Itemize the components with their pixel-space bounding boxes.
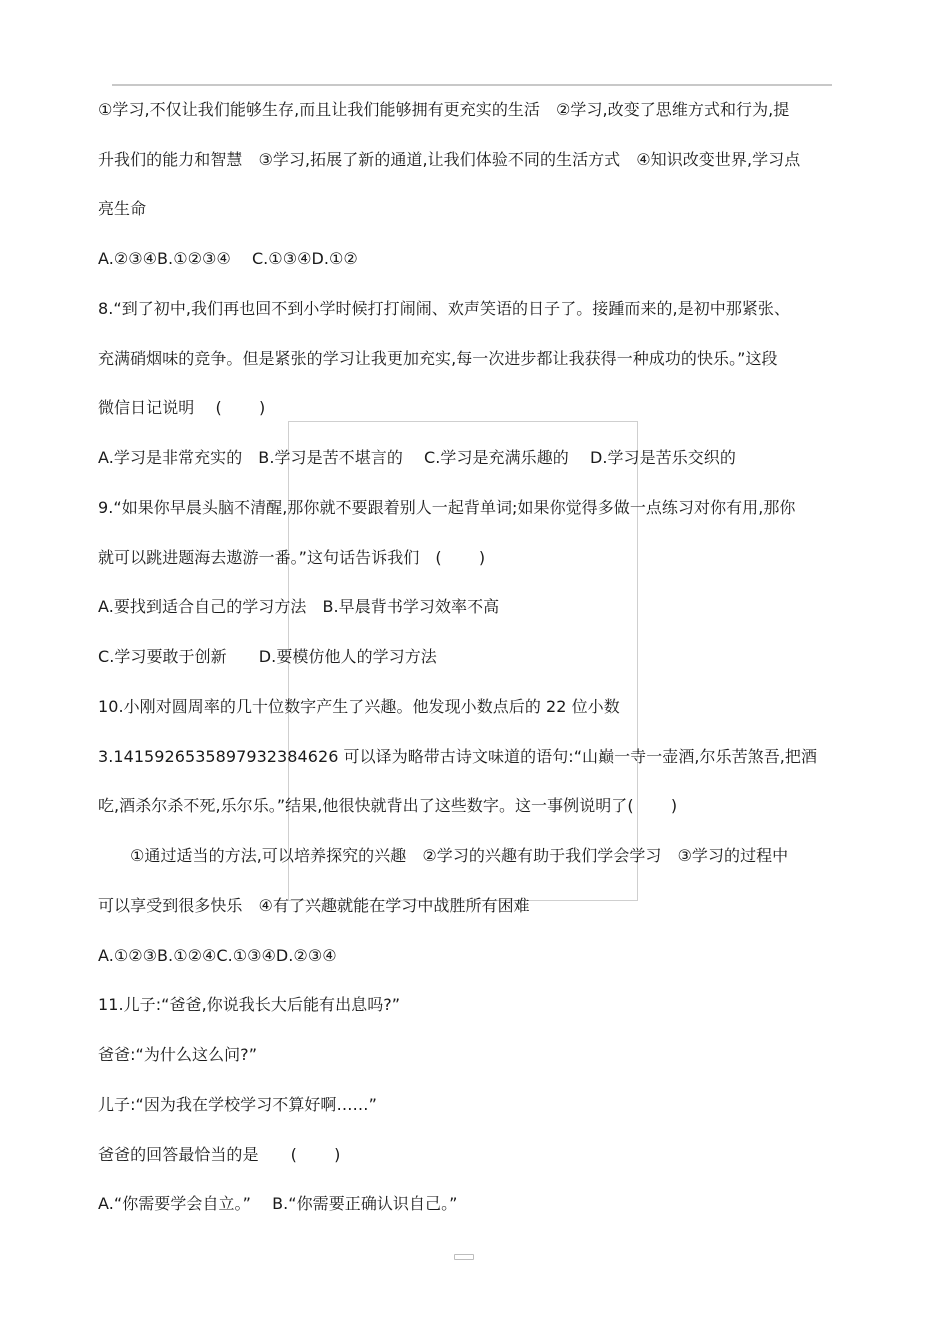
text-line: 亮生命 bbox=[98, 199, 147, 218]
question-9-line: 就可以跳进题海去遨游一番。”这句话告诉我们 ( ) bbox=[98, 548, 486, 567]
answer-options-9: C.学习要敢于创新 D.要模仿他人的学习方法 bbox=[98, 647, 437, 666]
question-9-line: 9.“如果你早晨头脑不清醒,那你就不要跟着别人一起背单词;如果你觉得多做一点练习对你有用,那你 bbox=[98, 498, 796, 517]
question-8-line: 充满硝烟味的竞争。但是紧张的学习让我更加充实,每一次进步都让我获得一种成功的快乐。”这段 bbox=[98, 349, 778, 368]
question-8-line: 8.“到了初中,我们再也回不到小学时候打打闹闹、欢声笑语的日子了。接踵而来的,是初中那紧张、 bbox=[98, 299, 791, 318]
question-10-statements: 可以享受到很多快乐 ④有了兴趣就能在学习中战胜所有困难 bbox=[98, 896, 530, 915]
question-10-line: 3.1415926535897932384626 可以译为略带古诗文味道的语句:“山巅一寺一壶酒,尔乐苦煞吾,把酒 bbox=[98, 747, 818, 766]
text-line: 升我们的能力和智慧 ③学习,拓展了新的通道,让我们体验不同的生活方式 ④知识改变世界,学习点 bbox=[98, 150, 801, 169]
question-11-line: 爸爸的回答最恰当的是 ( ) bbox=[98, 1145, 341, 1164]
question-11-line: 爸爸:“为什么这么问?” bbox=[98, 1045, 258, 1064]
answer-options-10: A.①②③B.①②④C.①③④D.②③④ bbox=[98, 946, 337, 965]
question-10-statements: ①通过适当的方法,可以培养探究的兴趣 ②学习的兴趣有助于我们学会学习 ③学习的过程中 bbox=[130, 846, 789, 865]
question-11-line: 11.儿子:“爸爸,你说我长大后能有出息吗?” bbox=[98, 995, 401, 1014]
question-11-line: 儿子:“因为我在学校学习不算好啊……” bbox=[98, 1095, 377, 1114]
text-line: ①学习,不仅让我们能够生存,而且让我们能够拥有更充实的生活 ②学习,改变了思维方式和行为,提 bbox=[98, 100, 790, 119]
question-8-line: 微信日记说明 ( ) bbox=[98, 398, 266, 417]
answer-options-9: A.要找到适合自己的学习方法 B.早晨背书学习效率不高 bbox=[98, 597, 500, 616]
page-marker bbox=[454, 1254, 474, 1260]
answer-options-11: A.“你需要学会自立。” B.“你需要正确认识自己。” bbox=[98, 1194, 458, 1213]
answer-options-7: A.②③④B.①②③④ C.①③④D.①② bbox=[98, 249, 358, 268]
question-10-line: 吃,酒杀尔杀不死,乐尔乐。”结果,他很快就背出了这些数字。这一事例说明了( ) bbox=[98, 796, 678, 815]
question-10-line: 10.小刚对圆周率的几十位数字产生了兴趣。他发现小数点后的 22 位小数 bbox=[98, 697, 620, 716]
top-rule bbox=[112, 84, 832, 86]
answer-options-8: A.学习是非常充实的 B.学习是苦不堪言的 C.学习是充满乐趣的 D.学习是苦乐交织的 bbox=[98, 448, 736, 467]
